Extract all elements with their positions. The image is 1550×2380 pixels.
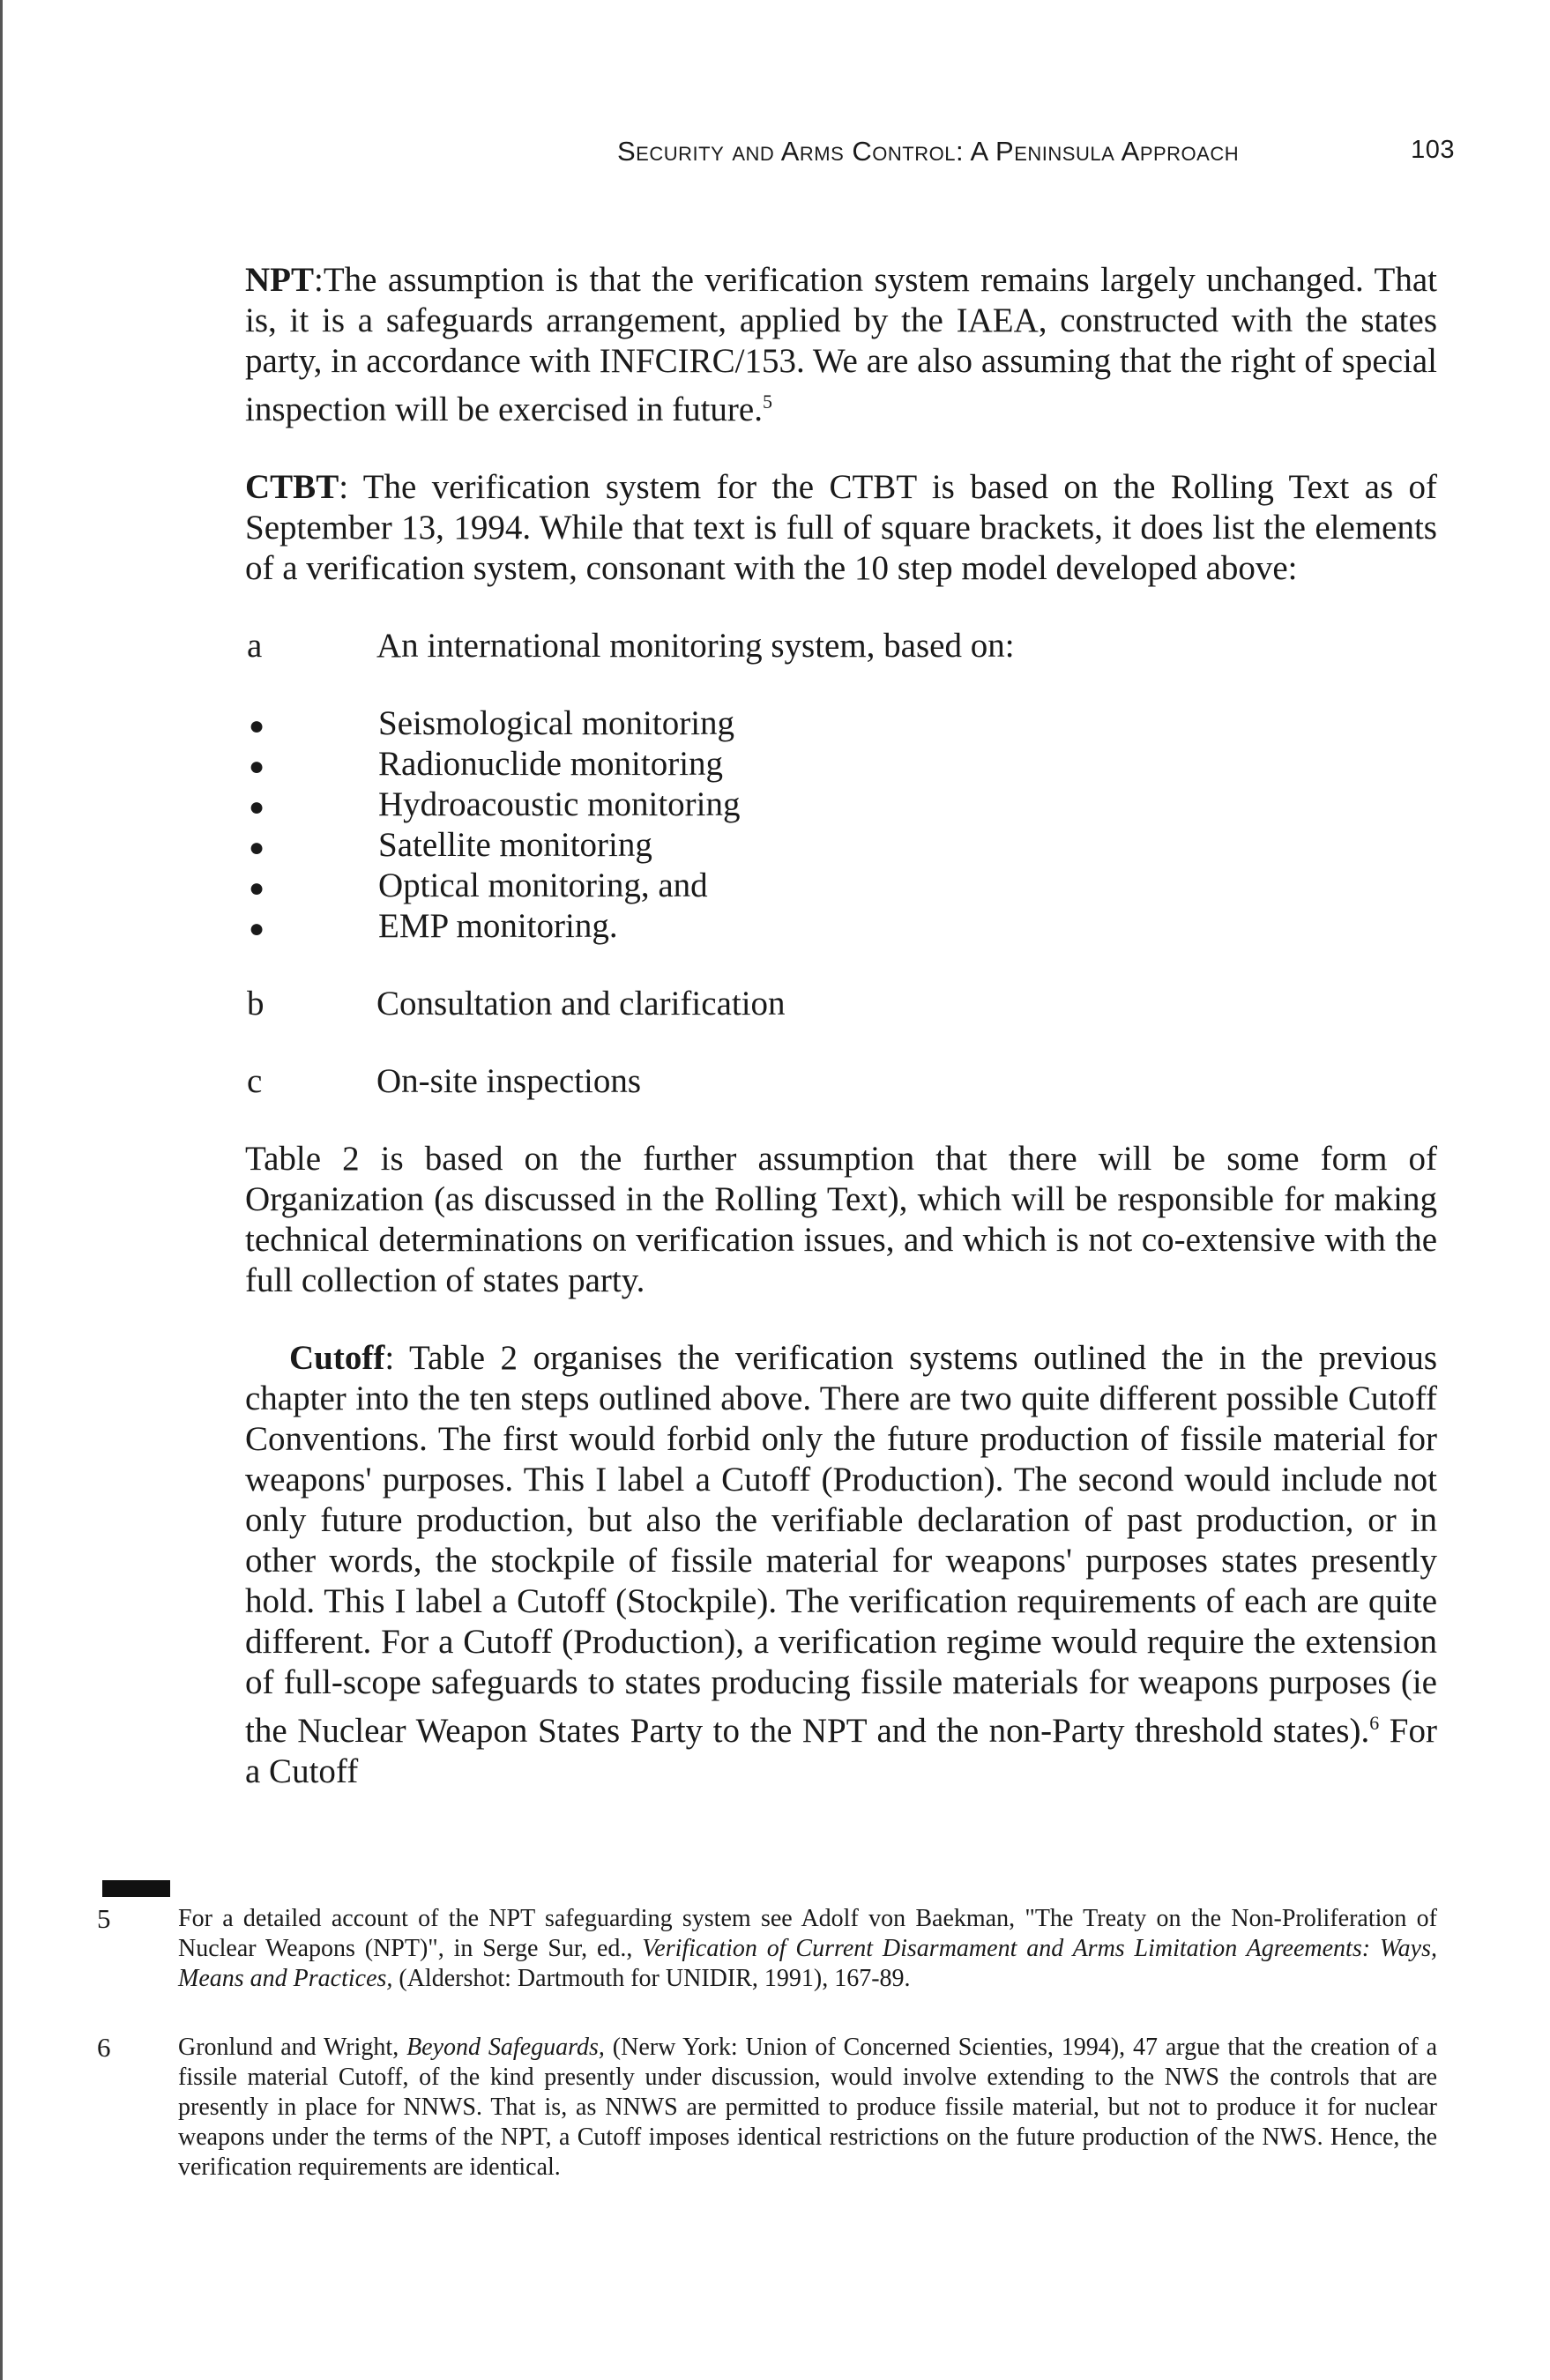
footnote-number: 6 [97,2032,111,2063]
footnote-ref-5: 5 [762,390,772,413]
footnote-title: Beyond Safeguards, [406,2034,605,2061]
footnote-text-before: Gronlund and Wright, [178,2034,407,2061]
list-marker-a: a [247,627,263,665]
ctbt-text: : The verification system for the CTBT is based on the Rolling Text as of September 13, 1994. While that text is full of square brackets, it does list the elements of a verification system, consonant with the 10 step model developed above: [245,468,1437,587]
footnote-text [178,2033,1437,2183]
footnote-ref-6: 6 [1369,1712,1380,1734]
bullet-icon: ● [249,792,265,822]
lead-npt: NPT [245,261,314,299]
bullet-item [245,825,1437,866]
list-text-a: An international monitoring system, based on: [376,627,1015,665]
paragraph-npt [245,260,1437,430]
bullet-text: Seismological monitoring [378,704,735,742]
bullet-text: Satellite monitoring [378,826,652,864]
page-number: 103 [1411,136,1455,164]
footnote-text-after: (Nerw York: Union of Concerned Scienties, 1994), 47 argue that the creation of a fissile material Cutoff, of the kind presently under discussion, would involve extending to the NWS the controls that are presently in place for NNWS. That is, as NNWS are permitted to produce fissile material, but not to produce it for nuclear weapons under the terms of the NPT, a Cutoff imposes identical restrictions on the future production of the NWS. Hence, the verification requirements are identical. [178,2034,1438,2181]
footnote-rule [102,1880,170,1897]
list-text-b: Consultation and clarification [376,985,786,1023]
bullet-icon: ● [249,711,265,740]
list-marker-c: c [247,1062,263,1100]
footnote-5 [97,1904,1437,1994]
bullet-icon: ● [249,833,265,862]
footnote-number: 5 [97,1903,111,1934]
running-head: Security and Arms Control: A Peninsula Approach [617,136,1240,167]
paragraph-cutoff [245,1338,1437,1792]
lead-ctbt: CTBT [245,468,339,506]
bullet-icon: ● [249,914,265,943]
bullet-text: Hydroacoustic monitoring [378,785,741,823]
paragraph-ctbt [245,467,1437,589]
bullet-item [245,744,1437,785]
list-item-a [245,626,1437,666]
footnote-6 [97,2033,1437,2183]
page-edge-line [0,0,3,2380]
list-item-b [245,984,1437,1024]
bullet-icon: ● [249,752,265,781]
list-text-c: On-site inspections [376,1062,642,1100]
footnote-title: Verification of Current Disarmament and Arms Limitation Agreements: Ways, Means and Practices, [178,1935,1437,1992]
npt-text: :The assumption is that the verification system remains largely unchanged. That is, it is a safeguards arrangement, applied by the IAEA, constructed with the states party, in accordance with INFCIRC/153. We are also assuming that the right of special inspection will be exercised in future. [245,261,1437,428]
cutoff-tail: For a Cutoff [245,1712,1437,1790]
page-header [617,130,1455,173]
lead-cutoff: Cutoff [289,1339,385,1377]
bullet-item [245,866,1437,906]
main-text [245,260,1437,1792]
cutoff-text: : Table 2 organises the verification systems outlined the in the previous chapter into the ten steps outlined above. There are two quite different possible Cutoff Conventions. The first would forbid only the future production of fissile material for weapons' purposes. This I label a Cutoff (Production). The second would include not only future production, but also the verifiable declaration of past production, or in other words, the stockpile of fissile material for weapons' purposes states presently hold. This I label a Cutoff (Stockpile). The verification requirements of each are quite different. For a Cutoff (Production), a verification regime would require the extension of full-scope safeguards to states producing fissile materials for weapons purposes (ie the Nuclear Weapon States Party to the NPT and the non-Party threshold states). [245,1339,1437,1750]
bullet-item [245,703,1437,744]
bullet-list [245,703,1437,947]
footnote-text-before: For a detailed account of the NPT safeguarding system see Adolf von Baekman, "The Treaty on the Non-Proliferation of Nuclear Weapons (NPT)", in Serge Sur, ed., [178,1905,1437,1962]
list-item-c [245,1061,1437,1102]
bullet-item [245,906,1437,947]
footnote-text [178,1904,1437,1994]
bullet-icon: ● [249,874,265,903]
bullet-text: EMP monitoring. [378,907,618,945]
footnote-text-after: (Aldershot: Dartmouth for UNIDIR, 1991), 167-89. [392,1965,911,1992]
footnotes [97,1904,1437,2183]
bullet-item [245,785,1437,825]
bullet-text: Radionuclide monitoring [378,745,724,783]
list-marker-b: b [247,985,265,1023]
bullet-text: Optical monitoring, and [378,866,708,904]
paragraph-table2: Table 2 is based on the further assumption that there will be some form of Organization (as discussed in the Rolling Text), which will be responsible for making technical determinations on verification issues, and which is not co-extensive with the full collection of states party. [245,1140,1437,1299]
